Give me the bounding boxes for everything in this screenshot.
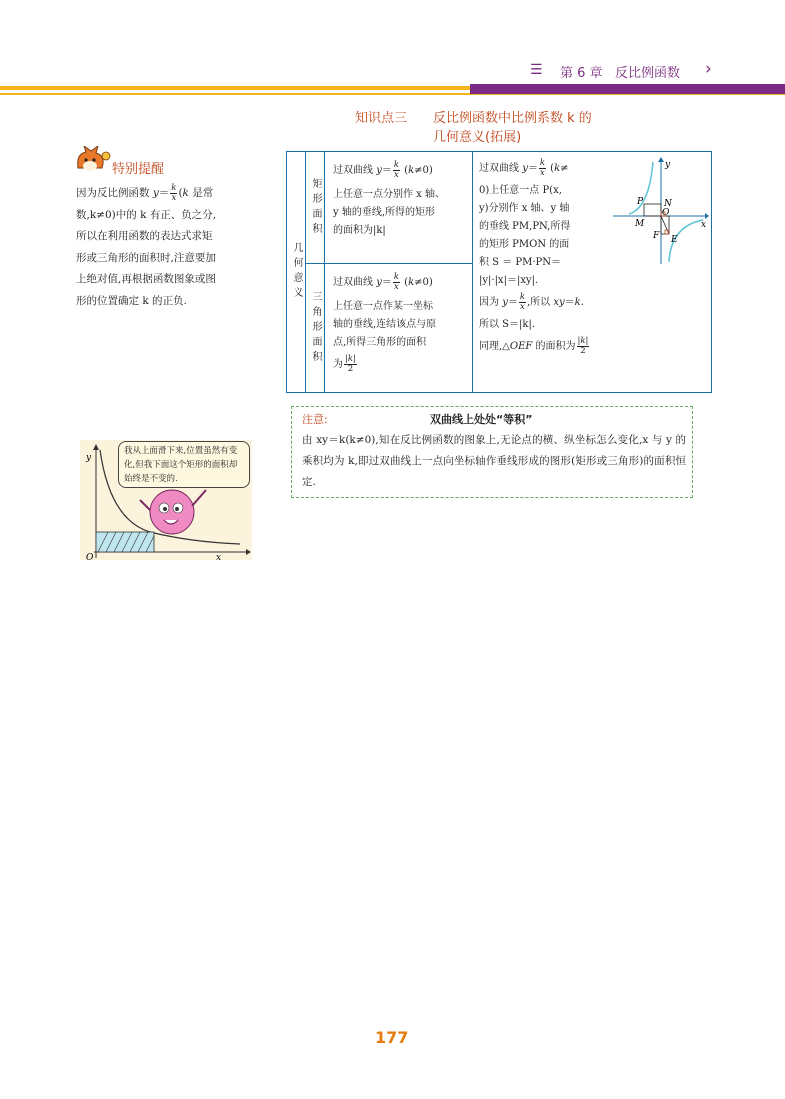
explain-line: 所以 S＝|k|.	[479, 319, 536, 330]
explain-line: 积 S ＝ PM·PN＝	[479, 257, 562, 268]
page-number: 177	[375, 1028, 409, 1047]
cartoon-origin: O	[86, 553, 94, 560]
explain-line: 的矩形 PMON 的面	[479, 239, 570, 250]
tip-line: 因为反比例函数 y＝ $\frac{k}{x}$ (k 是常	[76, 182, 214, 203]
graph-label-e: E	[671, 235, 678, 245]
section-label: 知识点三	[355, 111, 408, 126]
graph-label-y: y	[665, 160, 671, 170]
group-label: 几何意义	[291, 242, 302, 302]
header-bar-purple	[470, 84, 785, 94]
tri-line: 轴的垂线,连结该点与原	[333, 319, 437, 330]
graph-label-n: N	[664, 199, 672, 209]
graph-label-x: x	[701, 220, 707, 230]
tri-line: 为 $\frac{|k|}{2}$	[333, 354, 356, 374]
group-label-cell	[287, 152, 306, 393]
rect-line: 过双曲线 y＝ $\frac{k}{x}$ (k≠0)	[333, 160, 433, 180]
tri-label: 三角形面积	[310, 290, 321, 366]
cartoon-axis-x: x	[216, 553, 222, 560]
rect-label: 矩形面积	[310, 177, 321, 238]
explain-line: 同理,△OEF 的面积为 $\frac{|k|}{2}$	[479, 336, 589, 356]
chapter-number: 第 6 章	[560, 66, 603, 81]
explain-line: |y|·|x|＝|xy|.	[479, 275, 539, 286]
explain-line: 的垂线 PM,PN,所得	[479, 221, 571, 232]
section-title-line2: 几何意义(拓展)	[433, 130, 522, 145]
knowledge-table	[286, 151, 712, 393]
tri-line: 上任意一点作某一坐标	[333, 301, 433, 312]
tri-label-cell	[306, 264, 325, 393]
graph-label-m: M	[635, 219, 645, 229]
rect-label-cell	[306, 152, 325, 264]
chapter-title: 反比例函数	[614, 66, 680, 81]
hyperbola-graph	[609, 156, 709, 266]
graph-label-f: F	[653, 231, 660, 241]
section-title-line1: 反比例函数中比例系数 k 的	[433, 111, 592, 126]
graph-label-p: P	[637, 197, 644, 207]
tip-body	[76, 183, 262, 312]
list-icon[interactable]: ☰	[530, 62, 543, 78]
explain-line: 过双曲线 y＝ $\frac{k}{x}$ (k≠	[479, 158, 569, 178]
tip-line: 形的位置确定 k 的正负.	[76, 294, 187, 307]
explain-text	[479, 156, 611, 360]
explain-line: 0)上任意一点 P(x,	[479, 185, 562, 196]
tri-line: 过双曲线 y＝ $\frac{k}{x}$ (k≠0)	[333, 272, 433, 292]
tip-line: 上绝对值,再根据函数图象或图	[76, 273, 216, 285]
speech-bubble: 我从上面滑下来,位置虽然有变化,但我下面这个矩形的面积却始终是不变的.	[118, 441, 250, 488]
explain-cell	[473, 152, 712, 393]
note-body: 由 xy＝k(k≠0),知在反比例函数的图象上,无论点的横、纵坐标怎么变化,x 与 y 的乘积均为 k,即过双曲线上一点向坐标轴作垂线形成的图形(矩形或三角形)的面积恒定.	[302, 434, 686, 488]
graph-label-o: O	[662, 208, 670, 218]
chevron-right-icon[interactable]: ›	[705, 59, 712, 79]
rect-text-cell	[325, 152, 473, 264]
tip-label: 特别提醒	[112, 162, 165, 177]
explain-line: y)分别作 x 轴、y 轴	[479, 203, 570, 214]
tip-line: 形或三角形的面积时,注意要加	[76, 251, 216, 264]
note-label: 注意:	[302, 413, 328, 426]
tri-text-cell	[325, 264, 473, 393]
chapter-breadcrumb	[560, 62, 680, 81]
tri-line: 点,所得三角形的面积	[333, 337, 427, 348]
rect-line: 的面积为|k|	[333, 225, 386, 236]
rect-line: 上任意一点分别作 x 轴、	[333, 189, 445, 200]
fox-mascot-icon	[74, 146, 112, 180]
note-heading: 双曲线上处处“等积”	[430, 413, 533, 426]
tip-line: 所以在利用函数的表达式求矩	[76, 230, 213, 242]
cartoon-axis-y: y	[86, 453, 92, 463]
explain-line: 因为 y＝ $\frac{k}{x}$ ,所以 xy＝k.	[479, 292, 584, 312]
rect-line: y 轴的垂线,所得的矩形	[333, 207, 436, 218]
tip-line: 数,k≠0)中的 k 有正、负之分,	[76, 208, 217, 221]
